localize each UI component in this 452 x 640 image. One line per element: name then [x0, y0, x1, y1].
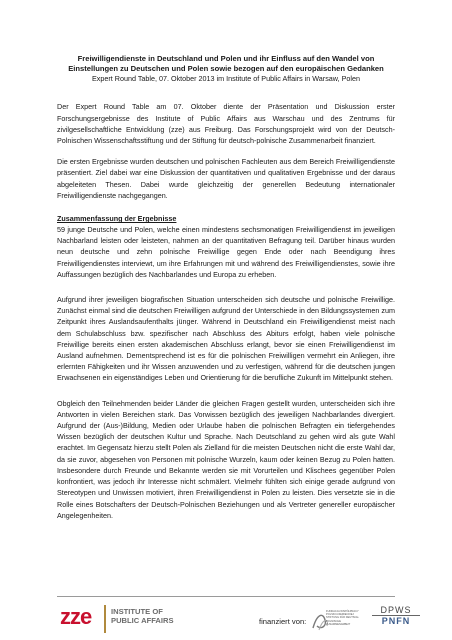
footer: [0, 596, 452, 640]
dpws-logo-top: DPWS: [380, 605, 412, 615]
results-paragraph-2: Aufgrund ihrer jeweiligen biografischen Situation unterscheiden sich deutsche und polnische Freiwillige. Zunächst einmal sind die deutschen Freiwilligen aufgrund der Unterschiede in den Bildungssystemen zum Zeitpunkt ihres Auslandsaufenthalts jünger. Während in Deutschland ein Freiwilligendienst meist nach dem Schulabschluss bzw. spezifischer nach Abschluss des Abiturs erfolgt, haben viele polnische Freiwillige bereits einen ersten akademischen Abschluss erlangt, bevor sie einen Freiwilligendienst im Ausland aufnehmen. Dementsprechend ist es für die polnischen Freiwilligen vermehrt ein Anliegen, ihre erlernten Fähigkeiten und ihr Wissen anzuwenden und zu verfestigen, während für die deutschen jungen Erwachsenen ein eigenständiges Leben und Orientierung für die berufliche Zukunft im Mittelpunkt stehen.: [57, 295, 395, 383]
document-subtitle: Expert Round Table, 07. Oktober 2013 im Institute of Public Affairs in Warsaw, Polen: [92, 74, 360, 84]
title-line-1: Freiwilligendienste in Deutschland und Polen und ihr Einfluss auf den Wandel von: [77, 54, 375, 63]
ipa-logo-bar: [104, 605, 106, 633]
results-paragraph-1: 59 junge Deutsche und Polen, welche einen mindestens sechsmonatigen Freiwilligendienst im jeweiligen Nachbarland leisten oder leisteten, nahmen an der quantitativen Befragung teil. Darüber hinaus wurden neun deutsche und zehn polnische Freiwillige gegen Ende oder nach Beendigung ihres Freiwilligendienstes interviewt, um ihre Erfahrungen mit und während des Freiwilligendienstes, sowie ihre Auffassungen bezüglich des Nachbarlandes und Europa zu erheben.: [57, 225, 395, 279]
fundacja-logo-text: FUNDACJA WSPÓŁPRACY POLSKO-NIEMIECKIEJ STIFTUNG FÜR DEUTSCH-POLNISCHE ZUSAMMENARBEIT: [326, 610, 360, 626]
zze-logo: zze: [60, 604, 92, 629]
ipa-logo-text: INSTITUTE OF PUBLIC AFFAIRS: [111, 607, 174, 625]
ipa-logo: [104, 605, 204, 633]
intro-paragraph-2: Die ersten Ergebnisse wurden deutschen und polnischen Fachleuten aus dem Bereich Freiwilligendienste präsentiert. Ziel dabei war eine Diskussion der quantitativen und qualitativen Ergebnisse und der daraus abgeleiteten Thesen. Dabei wurde gleichzeitig der generellen Bedeutung internationaler Freiwilligendienste nachgegangen.: [57, 157, 395, 200]
dpws-logo-bottom: PNFN: [372, 615, 420, 626]
document-title: [57, 54, 395, 74]
dpws-logo: [372, 605, 420, 626]
footer-divider: [57, 596, 395, 597]
document-content: [57, 54, 395, 531]
title-line-2: Einstellungen zu Deutschen und Polen sowie bezogen auf den europäischen Gedanken: [68, 64, 384, 74]
results-paragraph-3: Obgleich den Teilnehmenden beider Länder die gleichen Fragen gestellt wurden, unterscheiden sich ihre Antworten in vielen Bereichen stark. Das Vorwissen bezüglich des jeweiligen Nachbarlandes divergiert. Aufgrund der (Aus-)Bildung, Medien oder Urlaube haben die polnischen Befragten ein tiefergehendes Wissen bezüglich der deutschen Kultur und Sprache. Nach Deutschland zu gehen wird als gute Wahl erachtet. Im Gegensatz hierzu stellt Polen als Zielland für die meisten Deutschen nicht die erste Wahl dar, da sie zuvor, abgesehen von Personen mit polnische Wurzeln, kaum oder keinen Bezug zu Polen hatten. Insbesondere durch Freunde und Bekannte werden sie mit Vorurteilen und Klischees gegenüber Polen konfrontiert, was jedoch ihr Interesse nicht schmälert. Vielmehr fühlten sich einige gerade aufgrund von Stereotypen und Unwissen motiviert, ihren Freiwilligendienst in Polen zu leisten. Dies versetzte sie in die Rolle eines Botschafters der Deutsch-Polnischen Beziehungen und als Vertreter genereller europäischer Angelegenheiten.: [57, 398, 395, 520]
intro-paragraph-1: Der Expert Round Table am 07. Oktober diente der Präsentation und Diskussion erster Forschungsergebnisse des Institute of Public Affairs aus Warschau und des Zentrums für zivilgesellschaftliche Entwicklung (zze) aus Freiburg. Das Forschungsprojekt wird von der Deutsch-Polnischen Wissenschaftsstiftung und der Stiftung für deutsch-polnische Zusammenarbeit finanziert.: [57, 102, 395, 146]
funded-by-label: finanziert von:: [259, 617, 307, 626]
section-heading: Zusammenfassung der Ergebnisse: [57, 214, 177, 224]
